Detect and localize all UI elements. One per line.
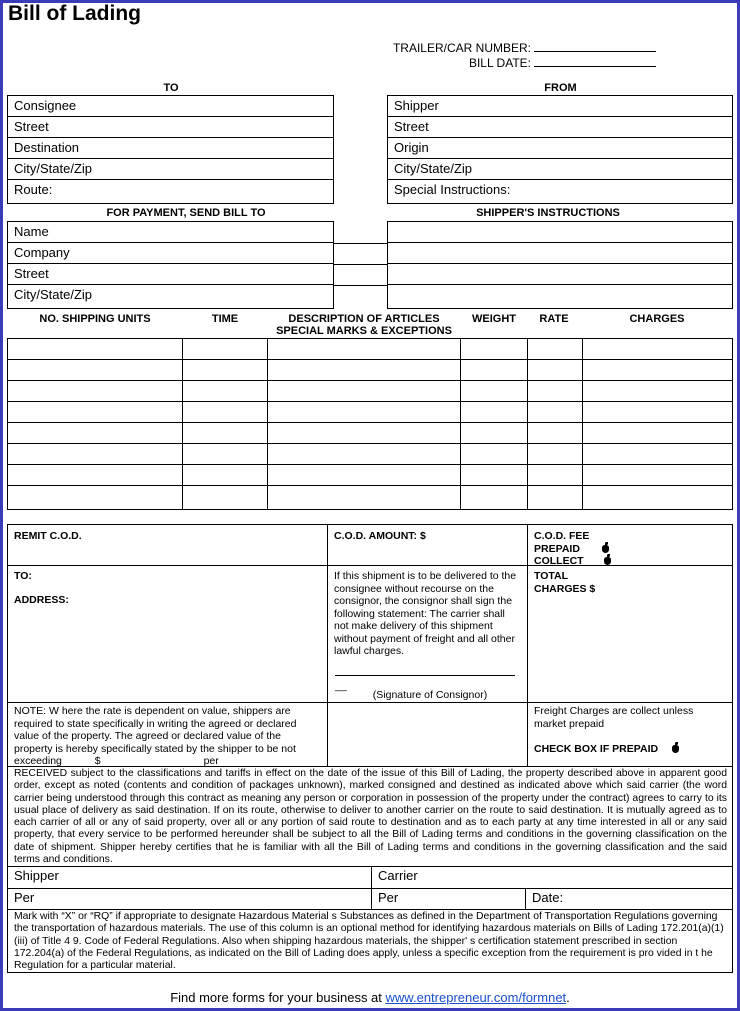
freight-block <box>528 702 733 760</box>
connector-line <box>334 243 387 244</box>
instruction-line[interactable] <box>388 243 732 264</box>
note-text: NOTE: W here the rate is dependent on value, shippers are required to state specifically in writing the agreed or declared value of the property. The agreed or declared value of the property is hereby specifically stated by the shipper to be not exceeding <box>14 705 297 767</box>
table-row[interactable] <box>8 359 732 360</box>
cod-to-label: TO: <box>14 570 32 582</box>
signature-label: (Signature of Consignor) <box>372 689 488 701</box>
grid-column-line <box>460 339 461 509</box>
freight-text: Freight Charges are collect unless market prepaid <box>534 705 694 730</box>
route-field[interactable]: Route: <box>14 182 53 197</box>
footer <box>0 990 740 1005</box>
grid-column-line <box>267 339 268 509</box>
instruction-line[interactable] <box>388 264 732 285</box>
cod-amount-label: C.O.D. AMOUNT: $ <box>334 530 426 542</box>
from-heading: FROM <box>544 82 577 94</box>
cod-fee-label: C.O.D. FEE <box>534 530 590 542</box>
to-street-field[interactable]: Street <box>8 117 333 138</box>
table-row[interactable] <box>8 443 732 444</box>
instruction-line[interactable] <box>388 222 732 243</box>
carrier-per-field[interactable]: Per <box>378 890 399 905</box>
date-field[interactable]: Date: <box>532 890 564 905</box>
footer-text: Find more forms for your business at <box>170 990 382 1005</box>
note-block <box>8 702 327 772</box>
bill-date-field[interactable] <box>326 56 656 70</box>
payment-city-field[interactable]: City/State/Zip <box>14 287 93 302</box>
recourse-text: If this shipment is to be delivered to the consignee without recourse on the consignor, the consignor shall sign the following statement: The carrier shall not make delivery of this shipment without payment of freight and all other lawful charges. <box>334 570 517 657</box>
col-description-sub: SPECIAL MARKS & EXCEPTIONS <box>276 325 452 337</box>
prepaid-label: PREPAID <box>534 542 580 555</box>
footer-end: . <box>566 990 570 1005</box>
lower-section <box>7 524 733 973</box>
cod-fee-block <box>528 526 733 572</box>
table-row[interactable] <box>8 422 732 423</box>
shipper-instructions-box <box>387 221 733 309</box>
received-text: RECEIVED subject to the classifications and tariffs in effect on the date of the issue of this Bill of Lading, the property described above in apparent good order, except as noted (contents and condition of packages unknown), marked consigned and destined as indicated above which said carrier (the word carrier being understood through this contract as meaning any person or corporation in possession of the property under the contract) agrees to carry to its usual place of delivery as said destination. If on its route, otherwise to deliver to another carrier on the route to said destination. It is mutually agreed as to each carrier of all or any of said property, over all or any portion of said route to destination and as to each party at any time interested in all or any said property, that every service to be performed hereunder shall be subject to all the Bill of Lading terms and conditions in the governing classification on the date of shipment. Shipper hereby certifies that he is familiar with all the Bill of Lading terms and conditions in the governing classification and the said terms and conditions. <box>14 768 727 866</box>
consignor-signature-line[interactable] <box>335 675 515 676</box>
table-row[interactable] <box>8 485 732 486</box>
shipper-field[interactable]: Shipper <box>388 96 732 117</box>
instruction-line[interactable] <box>388 285 732 307</box>
apple-checkbox-icon[interactable] <box>672 745 679 753</box>
to-city-field[interactable]: City/State/Zip <box>8 159 333 180</box>
prepaid-option[interactable] <box>534 543 727 556</box>
name-field[interactable]: Name <box>8 222 333 243</box>
payment-box <box>7 221 334 309</box>
trailer-number-label: TRAILER/CAR NUMBER: <box>392 41 531 55</box>
bill-date-label: BILL DATE: <box>468 56 531 70</box>
grid-column-line <box>182 339 183 509</box>
to-address-block <box>8 566 327 610</box>
footer-link[interactable]: www.entrepreneur.com/formnet <box>385 990 567 1005</box>
remit-cod-label: REMIT C.O.D. <box>14 530 82 542</box>
carrier-signature-field[interactable]: Carrier <box>378 868 418 883</box>
shipper-instructions-heading: SHIPPER'S INSTRUCTIONS <box>476 207 620 219</box>
payment-heading: FOR PAYMENT, SEND BILL TO <box>106 207 266 219</box>
from-box <box>387 95 733 204</box>
from-city-field[interactable]: City/State/Zip <box>388 159 732 180</box>
company-field[interactable]: Company <box>8 243 333 264</box>
trailer-number-field[interactable] <box>326 41 656 55</box>
apple-checkbox-icon[interactable] <box>604 557 611 565</box>
grid-column-line <box>527 339 528 509</box>
consignee-field[interactable]: Consignee <box>8 96 333 117</box>
signature-dash: __ <box>335 680 347 692</box>
from-street-field[interactable]: Street <box>388 117 732 138</box>
special-instructions-field[interactable]: Special Instructions: <box>394 182 511 197</box>
total-charges-label: TOTAL CHARGES $ <box>534 570 596 595</box>
table-row[interactable] <box>8 464 732 465</box>
table-row[interactable] <box>8 401 732 402</box>
col-weight: WEIGHT <box>472 313 516 325</box>
connector-line <box>334 264 387 265</box>
col-time: TIME <box>211 313 239 325</box>
col-charges: CHARGES <box>629 313 685 325</box>
items-table <box>7 338 733 510</box>
col-description: DESCRIPTION OF ARTICLES <box>288 313 440 325</box>
to-box <box>7 95 334 204</box>
hazmat-text: Mark with “X” or “RQ” if appropriate to designate Hazardous Material s Substances as defined in the Department of Transportation Regulations governing the transportation of hazardous materials. The use of this column is an optional method for identifying hazardous materials on Bills of Lading 172.201(a)(1) (iii) of Title 4 9. Code of Federal Regulations. Also when shipping hazardous materials, the shipper' s certification statement prescribed in section 172.204(a) of the Federal Regulations, as indicated on the Bill of Lading does apply, unless a specific exception from the requirement is pro vided in t he Regulation for a particular material. <box>14 911 724 972</box>
grid-column-line <box>582 339 583 509</box>
payment-street-field[interactable]: Street <box>8 264 333 285</box>
apple-checkbox-icon[interactable] <box>602 545 609 553</box>
check-prepaid-option[interactable] <box>534 743 727 756</box>
check-prepaid-label: CHECK BOX IF PREPAID <box>534 743 659 755</box>
collect-label: COLLECT <box>534 555 584 567</box>
col-rate: RATE <box>539 313 569 325</box>
note-per: per <box>203 755 219 767</box>
shipper-per-field[interactable]: Per <box>14 890 35 905</box>
origin-field[interactable]: Origin <box>388 138 732 159</box>
cod-address-label: ADDRESS: <box>14 593 69 606</box>
note-dollar: $ <box>94 755 101 767</box>
col-shipping-units: NO. SHIPPING UNITS <box>39 313 151 325</box>
destination-field[interactable]: Destination <box>8 138 333 159</box>
connector-line <box>334 285 387 286</box>
shipper-signature-field[interactable]: Shipper <box>14 868 59 883</box>
to-heading: TO <box>163 82 179 94</box>
page-title: Bill of Lading <box>8 2 141 25</box>
table-row[interactable] <box>8 380 732 381</box>
